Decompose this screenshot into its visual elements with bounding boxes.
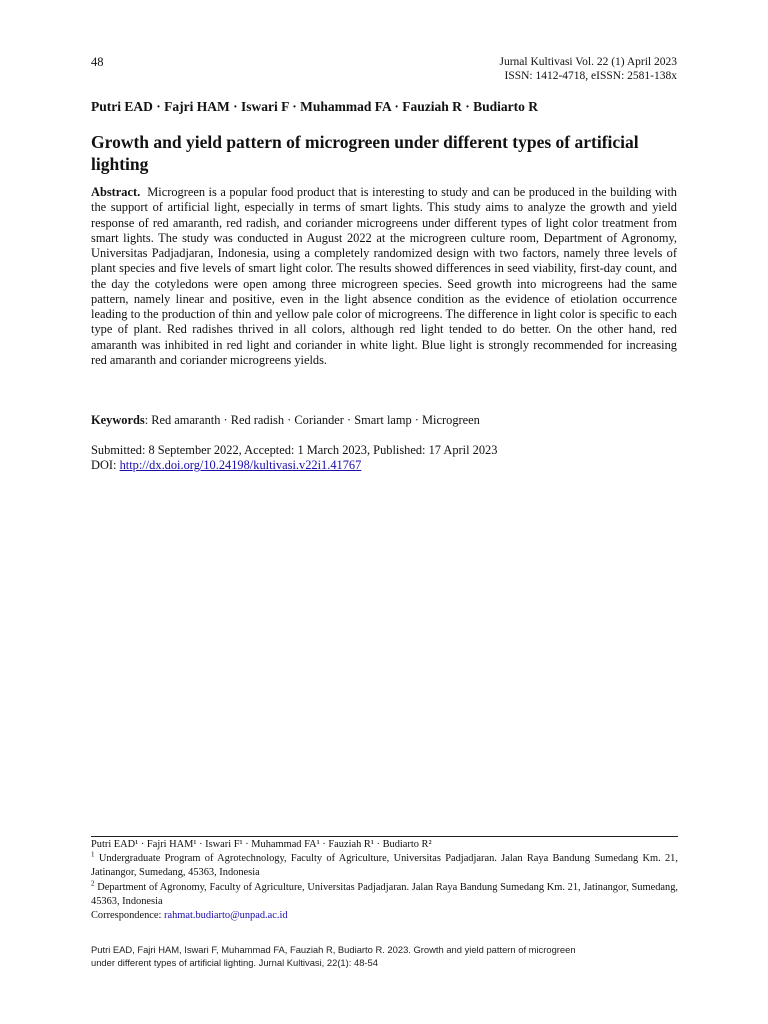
footnote-affiliation-1 xyxy=(91,852,678,880)
affiliation-2-text: Department of Agronomy, Faculty of Agriculture, Universitas Padjadjaran. Jalan Raya Bandung Sumedang Km. 21, Jatinangor, Sumedang, 45363, Indonesia xyxy=(91,882,678,908)
citation: Putri EAD, Fajri HAM, Iswari F, Muhammad FA, Fauziah R, Budiarto R. 2023. Growth and yield pattern of microgreen under different types of artificial lighting. Jurnal Kultivasi, 22(1): 48-54 xyxy=(91,944,576,968)
paper-title: Growth and yield pattern of microgreen under different types of artificial lighting xyxy=(91,132,639,174)
correspondence-email[interactable]: rahmat.budiarto@unpad.ac.id xyxy=(164,909,288,921)
correspondence-label: Correspondence: xyxy=(91,909,164,921)
journal-volume: Jurnal Kultivasi Vol. 22 (1) April 2023 xyxy=(499,56,677,68)
footnote-authors: Putri EAD¹ · Fajri HAM¹ · Iswari F¹ · Muhammad FA¹ · Fauziah R¹ · Budiarto R² xyxy=(91,839,432,850)
abstract xyxy=(91,185,677,368)
footnote-divider xyxy=(91,836,678,837)
keywords-text: : Red amaranth · Red radish · Coriander · Smart lamp · Microgreen xyxy=(144,413,480,427)
affiliation-1-mark: 1 xyxy=(91,850,95,859)
doi-label: DOI: xyxy=(91,458,120,472)
keywords-label: Keywords xyxy=(91,413,145,427)
affiliation-2-mark: 2 xyxy=(91,879,95,888)
abstract-label: Abstract. xyxy=(91,185,141,199)
abstract-text: Microgreen is a popular food product that is interesting to study and can be produced in the building with the support of artificial light, especially in terms of smart lights. This study aims to analyze the growth and yield response of red amaranth, red radish, and coriander microgreens under different types of light color treatment from smart lights. The study was conducted in August 2022 at the microgreen culture room, Department of Agronomy, Universitas Padjadjaran, Indonesia, using a completely randomized design with two factors, namely three levels of plant species and five levels of smart light color. The results showed differences in seed viability, first-day count, and the day the cotyledons were open among three microgreen species. Seed growth into microgreens had the same pattern, namely linear and positive, even in the light absence condition as the evidence of etiolation occurrence leading to the production of thin and yellow pale color of microgreens. The difference in light color is specific to each type of plant. Red radishes thrived in all colors, although red light tended to do better. On the other hand, red amaranth was inhibited in red light and coriander in white light. Blue light is strongly recommended for increasing red amaranth and coriander microgreens yields. xyxy=(91,185,678,367)
footnote-affiliation-2 xyxy=(91,881,678,909)
author-list: Putri EAD · Fajri HAM · Iswari F · Muhammad FA · Fauziah R · Budiarto R xyxy=(91,99,538,114)
journal-info xyxy=(499,55,677,83)
affiliation-1-text: Undergraduate Program of Agrotechnology, Faculty of Agriculture, Universitas Padjadjaran. Jalan Raya Bandung Sumedang Km. 21, Jatinangor, Sumedang, 45363, Indonesia xyxy=(91,852,678,878)
publication-dates xyxy=(91,443,677,473)
page-number: 48 xyxy=(91,55,104,69)
dates-line: Submitted: 8 September 2022, Accepted: 1 March 2023, Published: 17 April 2023 xyxy=(91,443,498,457)
footnote-correspondence xyxy=(91,909,678,923)
keywords xyxy=(91,413,677,428)
journal-issn: ISSN: 1412-4718, eISSN: 2581-138x xyxy=(504,70,677,82)
footnotes xyxy=(91,838,678,923)
doi-link[interactable]: http://dx.doi.org/10.24198/kultivasi.v22i1.41767 xyxy=(119,458,362,472)
doi-line xyxy=(91,458,677,473)
